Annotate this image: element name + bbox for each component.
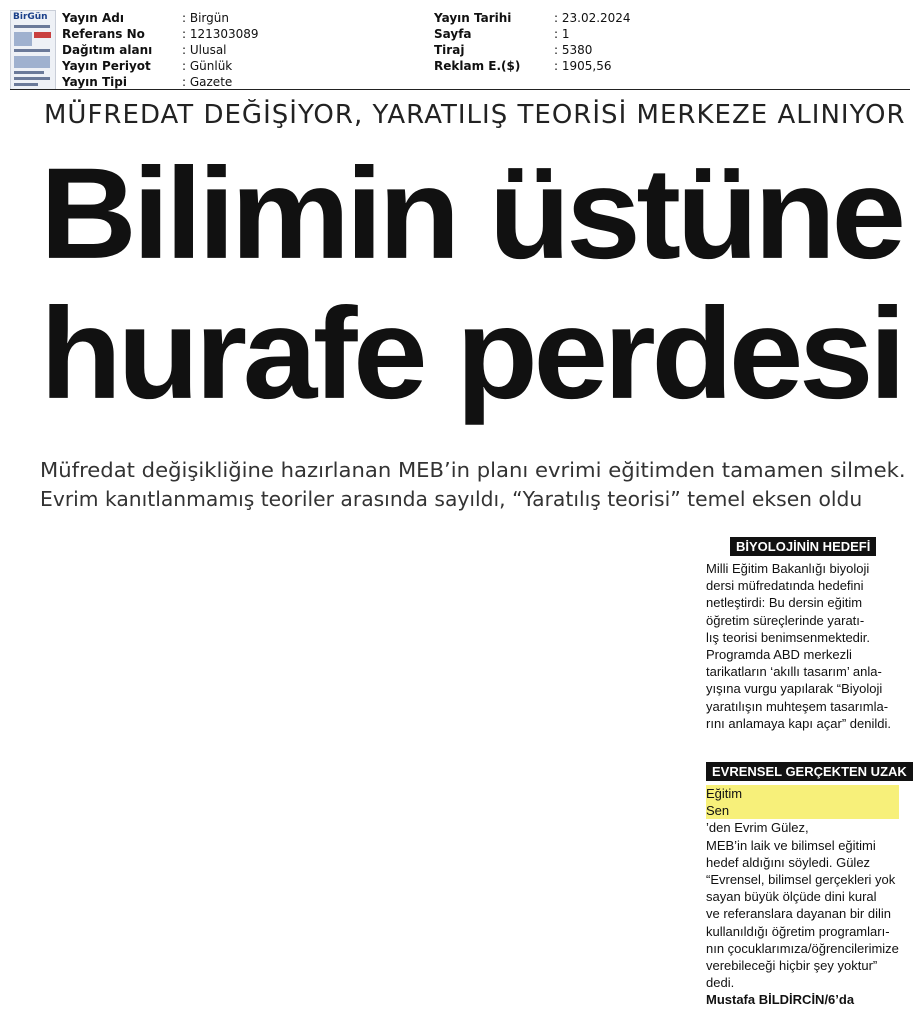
body-line: kullanıldığı öğretim programları- — [706, 923, 890, 939]
highlighted-term: Sen — [706, 802, 899, 819]
meta-value: : Gazete — [182, 75, 233, 89]
deck-line-1: Müfredat değişikliğine hazırlanan MEB’in planı evrimi eğitimden tamamen silmek. — [40, 458, 906, 482]
meta-row-reference — [62, 26, 259, 42]
meta-key: Yayın Tarihi — [434, 11, 512, 25]
body-line: rını anlamaya kapı açar” denildi. — [706, 715, 891, 731]
body-line: sayan büyük ölçüde dini kural — [706, 889, 877, 905]
body-line: “Evrensel, bilimsel gerçekleri yok — [706, 872, 896, 888]
sidebar-column — [704, 0, 910, 1008]
meta-value: : 1905,56 — [554, 59, 612, 73]
article-kicker: MÜFREDAT DEĞİŞİYOR, YARATILIŞ TEORİSİ MERKEZE ALINIYOR — [44, 100, 906, 130]
thumbnail-logo: BirGün — [13, 12, 48, 22]
meta-value: : Günlük — [182, 59, 233, 73]
body-text: ’den Evrim Gülez, — [706, 820, 809, 836]
meta-value: : 121303089 — [182, 27, 259, 41]
meta-key: Sayfa — [434, 27, 472, 41]
meta-value: : 23.02.2024 — [554, 11, 631, 25]
thumbnail-rule — [14, 83, 38, 86]
meta-row-period — [62, 58, 232, 74]
thumbnail-rule — [14, 71, 44, 74]
meta-row-type — [62, 74, 232, 90]
headline-line-1: Bilimin üstüne — [40, 141, 902, 286]
body-line: Programda ABD merkezli — [706, 647, 852, 663]
meta-key: Dağıtım alanı — [62, 43, 153, 57]
meta-row-date — [434, 10, 631, 26]
body-line: öğretim süreçlerinde yaratı- — [706, 612, 865, 628]
body-line: tarikatların ‘akıllı tasarım’ anla- — [706, 664, 882, 680]
meta-key: Referans No — [62, 27, 145, 41]
body-line: nın çocuklarımıza/öğrencilerimize — [706, 940, 899, 956]
body-line: netleştirdi: Bu dersin eğitim — [706, 595, 863, 611]
highlighted-term: Eğitim — [706, 785, 899, 802]
body-line-first — [706, 785, 899, 837]
meta-key: Yayın Tipi — [62, 75, 127, 89]
headline-line-2: hurafe perdesi — [40, 281, 902, 426]
body-line: Milli Eğitim Bakanlığı biyoloji — [706, 561, 870, 576]
meta-row-page — [434, 26, 570, 42]
meta-key: Tiraj — [434, 43, 465, 57]
meta-value: : Birgün — [182, 11, 229, 25]
newspaper-thumbnail — [10, 10, 56, 90]
deck-line-2: Evrim kanıtlanmamış teoriler arasında sayıldı, “Yaratılış teorisi” temel eksen oldu — [40, 487, 863, 511]
body-line: yışına vurgu yapılarak “Biyoloji — [706, 681, 883, 697]
thumbnail-photo — [14, 32, 32, 46]
meta-row-distribution — [62, 42, 227, 58]
meta-key: Yayın Adı — [62, 11, 124, 25]
author-byline: Mustafa BİLDİRCİN/6’da — [706, 992, 855, 1008]
thumbnail-photo — [14, 56, 50, 68]
sidebar-heading-universal: EVRENSEL GERÇEKTEN UZAK — [706, 762, 913, 781]
meta-key: Reklam E.($) — [434, 59, 521, 73]
meta-key: Yayın Periyot — [62, 59, 151, 73]
thumbnail-rule — [14, 49, 50, 52]
thumbnail-rule — [14, 77, 50, 80]
meta-value: : Ulusal — [182, 43, 227, 57]
body-line: hedef aldığını söyledi. Gülez — [706, 854, 871, 870]
body-line: lış teorisi benimsenmektedir. — [706, 629, 871, 645]
meta-value: : 1 — [554, 27, 570, 41]
thumbnail-rule — [14, 25, 50, 28]
body-line: ve referanslara dayanan bir dilin — [706, 906, 891, 922]
meta-row-publication — [62, 10, 229, 26]
body-line-last — [706, 974, 899, 1008]
body-text: dedi. — [706, 975, 735, 991]
thumbnail-banner — [34, 32, 51, 38]
sidebar-text-biology — [706, 560, 891, 732]
meta-row-ad-value — [434, 58, 611, 74]
sidebar-heading-biology: BİYOLOJİNİN HEDEFİ — [730, 537, 876, 556]
sidebar-text-universal — [706, 785, 899, 1009]
body-line: verebileceği hiçbir şey yoktur” — [706, 958, 878, 974]
meta-value: : 5380 — [554, 43, 593, 57]
body-line: MEB’in laik ve bilimsel eğitimi — [706, 837, 876, 853]
body-line: yaratılışın muhteşem tasarımla- — [706, 698, 889, 714]
meta-row-circulation — [434, 42, 592, 58]
body-line: dersi müfredatında hedefini — [706, 578, 864, 594]
